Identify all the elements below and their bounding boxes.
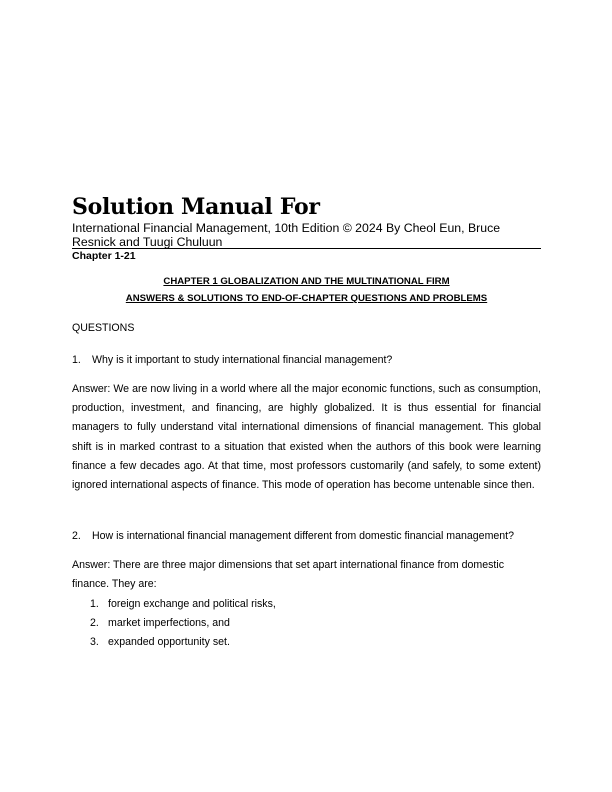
chapter-heading: CHAPTER 1 GLOBALIZATION AND THE MULTINATIONAL FIRM xyxy=(163,276,450,287)
list-item xyxy=(90,598,276,611)
question-number: 1. xyxy=(72,354,81,366)
list-item xyxy=(90,636,230,649)
list-item-text: foreign exchange and political risks, xyxy=(108,598,276,610)
question-number: 2. xyxy=(72,530,81,542)
list-item-number: 1. xyxy=(90,598,99,610)
answer-1: Answer: We are now living in a world where all the major economic functions, such as consumption, production, investment, and financing, are highly globalized. It is thus essential for financial managers to fully understand vital international dimensions of financial management. This global shift is in marked contrast to a situation that existed when the authors of this book were learning finance a few decades ago. At that time, most professors customarily (and safely, to some extent) ignored international aspects of finance. This mode of operation has become untenable since then. xyxy=(72,383,541,492)
list-item-number: 3. xyxy=(90,636,99,648)
question-2 xyxy=(72,530,541,543)
list-item-text: expanded opportunity set. xyxy=(108,636,230,648)
document-subtitle: International Financial Management, 10th Edition © 2024 By Cheol Eun, Bruce Resnick and Tuugi Chuluun xyxy=(72,221,501,249)
answer-2: Answer: There are three major dimensions that set apart international finance from domestic finance. They are: xyxy=(72,559,505,591)
question-text: Why is it important to study international financial management? xyxy=(92,354,393,366)
question-1 xyxy=(72,354,541,367)
section-label: QUESTIONS xyxy=(72,322,135,334)
chapter-range: Chapter 1-21 xyxy=(72,250,136,262)
document-title: Solution Manual For xyxy=(72,194,320,220)
title-divider xyxy=(72,248,541,249)
list-item-number: 2. xyxy=(90,617,99,629)
list-item xyxy=(90,617,230,630)
answers-heading: ANSWERS & SOLUTIONS TO END-OF-CHAPTER QUESTIONS AND PROBLEMS xyxy=(125,293,488,304)
list-item-text: market imperfections, and xyxy=(108,617,230,629)
question-text: How is international financial management different from domestic financial management? xyxy=(92,530,515,542)
